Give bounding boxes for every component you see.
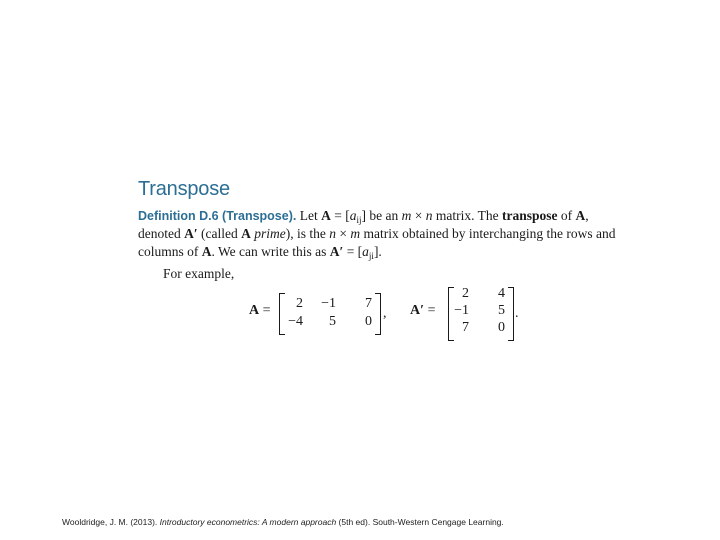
matrix-a-cell: −1	[321, 296, 336, 311]
text: = [	[330, 208, 350, 223]
subscript: ji	[368, 251, 374, 261]
citation-title: Introductory econometrics: A modern approach	[159, 517, 337, 527]
equals: =	[424, 303, 436, 318]
matrix-a-prime-cell: 2	[462, 286, 469, 301]
math-a: a	[349, 208, 357, 223]
text: ,	[585, 208, 589, 223]
matrix-a-cell: 2	[296, 296, 303, 311]
definition-line-3	[138, 243, 638, 261]
math-A-prime: A′	[184, 226, 198, 241]
math-A: A	[201, 244, 212, 259]
subscript: ij	[356, 215, 362, 225]
matrix-a-cell: 0	[365, 314, 372, 329]
slide-title: Transpose	[138, 178, 230, 200]
equals: =	[259, 303, 271, 318]
text: ×	[336, 226, 351, 241]
text: . We can write this as	[211, 244, 330, 259]
matrix-a-cell: 7	[365, 296, 372, 311]
definition-heading: Definition D.6 (Transpose).	[138, 209, 297, 223]
separator-comma: ,	[383, 306, 387, 321]
citation-publisher: (5th ed). South-Western Cengage Learning.	[336, 517, 504, 527]
matrix-a-cell: −4	[288, 314, 303, 329]
text: of	[557, 208, 576, 223]
text: Let	[299, 208, 322, 223]
math-A: A	[575, 208, 586, 223]
text: = [	[343, 244, 363, 259]
math-a: a	[362, 244, 369, 259]
definition-line-2	[138, 225, 638, 243]
example-intro: For example,	[163, 266, 235, 281]
end-period: .	[515, 306, 519, 321]
math-A: A	[241, 226, 251, 241]
text: ].	[373, 244, 382, 259]
label: A	[249, 303, 260, 318]
text: matrix. The	[432, 208, 502, 223]
definition-block	[138, 207, 638, 261]
citation	[62, 517, 504, 527]
matrix-a-prime-right-bracket	[508, 287, 514, 341]
bold-transpose: transpose	[501, 208, 558, 223]
definition-line-1	[138, 207, 638, 225]
matrix-a-cell: 5	[329, 314, 336, 329]
text: ×	[411, 208, 426, 223]
italic-prime: prime	[254, 226, 286, 241]
matrix-a-prime-cell: 4	[498, 286, 505, 301]
text: denoted	[138, 226, 185, 241]
math-n: n	[329, 226, 337, 241]
math-m: m	[350, 226, 361, 241]
matrix-a-prime-cell: 7	[462, 320, 469, 335]
math-A: A	[321, 208, 331, 223]
math-n: n	[425, 208, 433, 223]
citation-author: Wooldridge, J. M. (2013).	[62, 517, 160, 527]
matrix-a-prime-cell: −1	[454, 303, 469, 318]
label: A′	[410, 303, 425, 318]
text: ), is the	[285, 226, 330, 241]
math-m: m	[401, 208, 412, 223]
matrix-a-prime-cell: 5	[498, 303, 505, 318]
matrix-a-right-bracket	[375, 293, 381, 335]
matrix-a-prime-label	[410, 303, 435, 319]
text: ] be an	[361, 208, 402, 223]
matrix-a-label	[249, 303, 271, 319]
text: columns of	[138, 244, 202, 259]
math-A-prime: A′	[329, 244, 344, 259]
matrix-a-prime-cell: 0	[498, 320, 505, 335]
text: matrix obtained by interchanging the rows and	[360, 226, 616, 241]
text: (called	[197, 226, 242, 241]
